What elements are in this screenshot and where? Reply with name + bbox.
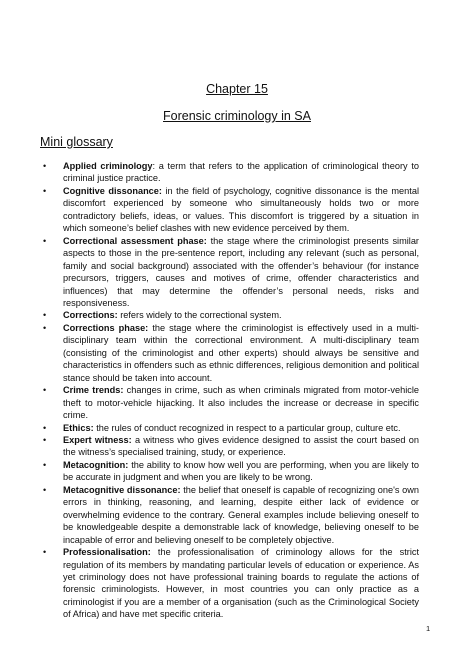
bullet-icon: • (43, 161, 47, 171)
glossary-term: Corrections: (63, 310, 118, 321)
glossary-entry-cognitive-dissonance (43, 185, 419, 235)
bullet-icon: • (43, 322, 47, 333)
glossary-definition: changes in crime, such as when criminals migrated from motor-vehicle theft to motor-vehicle hijacking. It also includes the increase or decrease in specific crime. (63, 385, 420, 421)
glossary-term: Metacognitive dissonance: (63, 484, 181, 495)
bullet-icon: • (43, 459, 47, 470)
bullet-icon: • (43, 235, 47, 246)
glossary-definition: in the field of psychology, cognitive dissonance is the mental discomfort experienced by someone who simultaneously holds two or more contradictory beliefs, ideas, or values. This discomfort is triggered by a situation in which someone’s belief clashes with new evidence perceived by them. (63, 185, 419, 234)
term-separator (151, 547, 158, 557)
glossary-entry-corrections-phase (43, 322, 419, 384)
glossary-list (43, 160, 420, 621)
glossary-definition: the stage where the criminologist presents similar aspects to those in the pre-sentence report, including any relevant (such as personal, family and social background) associated with the offender’s behaviour (for instance precursors, triggers, causes and motives of crime, offender characteristics and influences) that may determine the offender’s personal needs, risks and responsiveness. (63, 235, 419, 308)
glossary-term: Correctional assessment phase: (63, 235, 207, 246)
glossary-term: Ethics: (63, 422, 94, 433)
bullet-icon: • (43, 484, 47, 495)
glossary-term: Corrections phase: (63, 322, 149, 333)
glossary-entry-expert-witness (43, 434, 419, 459)
bullet-icon: • (43, 185, 47, 196)
glossary-definition: refers widely to the correctional system. (120, 310, 282, 321)
glossary-term: Crime trends: (63, 385, 124, 396)
glossary-definition: a witness who gives evidence designed to assist the court based on the witness’s specialised training, study, or experience. (63, 434, 419, 458)
glossary-term: Metacognition: (63, 459, 129, 470)
glossary-entry-corrections (43, 309, 419, 321)
glossary-entry-metacognitive-dissonance (43, 484, 419, 546)
section-heading: Mini glossary (40, 135, 113, 149)
glossary-definition: the ability to know how well you are performing, when you are likely to be accurate in judgment and when you are likely to be wrong. (63, 459, 419, 483)
glossary-definition: the professionalisation of criminology allows for the strict regulation of its members by mandating particular levels of education or experience. As yet criminology does not have professional training boards to regulate the actions of forensic criminologists. However, in most countries you can only practice as a criminologist if you are a member of a organisation (such as the Criminological Society of Africa) and have met specific criteria. (63, 547, 420, 620)
glossary-term: Applied criminology (63, 161, 153, 171)
glossary-definition: a term that refers to the application of criminological theory to criminal justice practice. (63, 161, 419, 184)
glossary-entry-correctional-assessment-phase (43, 235, 419, 310)
glossary-entry-metacognition (43, 459, 419, 484)
glossary-term: Cognitive dissonance: (63, 185, 162, 196)
glossary-definition: the stage where the criminologist is effectively used in a multi-disciplinary team within the correctional environment. A multi-disciplinary team (consisting of the criminologist and other experts) should always be sensitive and characteristics in offenders such as ethnic differences, religious demonition and political stance should be taken into account. (63, 322, 419, 383)
glossary-term: Expert witness: (63, 434, 132, 445)
bullet-icon: • (43, 310, 47, 321)
glossary-definition: the belief that oneself is capable of recognizing one's own errors in thinking, reasoning, and learning, despite either lack of evidence or overwhelming evidence to the contrary. General examples include believing oneself to be knowledgeable despite a demonstrable lack of knowledge, believing oneself to be incapable of error and believing oneself to be completely objective. (63, 484, 419, 545)
glossary-entry-professionalisation (43, 546, 420, 621)
term-separator: : (152, 161, 159, 171)
page-number: 1 (426, 624, 431, 633)
glossary-entry-ethics (43, 422, 419, 434)
chapter-heading: Chapter 15 (206, 82, 268, 96)
bullet-icon: • (43, 434, 47, 445)
glossary-entry-applied-criminology (43, 160, 419, 185)
glossary-entry-crime-trends (43, 384, 420, 421)
glossary-definition: the rules of conduct recognized in respect to a particular group, culture etc. (96, 422, 401, 433)
bullet-icon: • (43, 547, 47, 558)
chapter-subtitle: Forensic criminology in SA (163, 109, 311, 123)
bullet-icon: • (43, 422, 47, 433)
glossary-term: Professionalisation: (63, 547, 151, 558)
bullet-icon: • (43, 385, 47, 396)
